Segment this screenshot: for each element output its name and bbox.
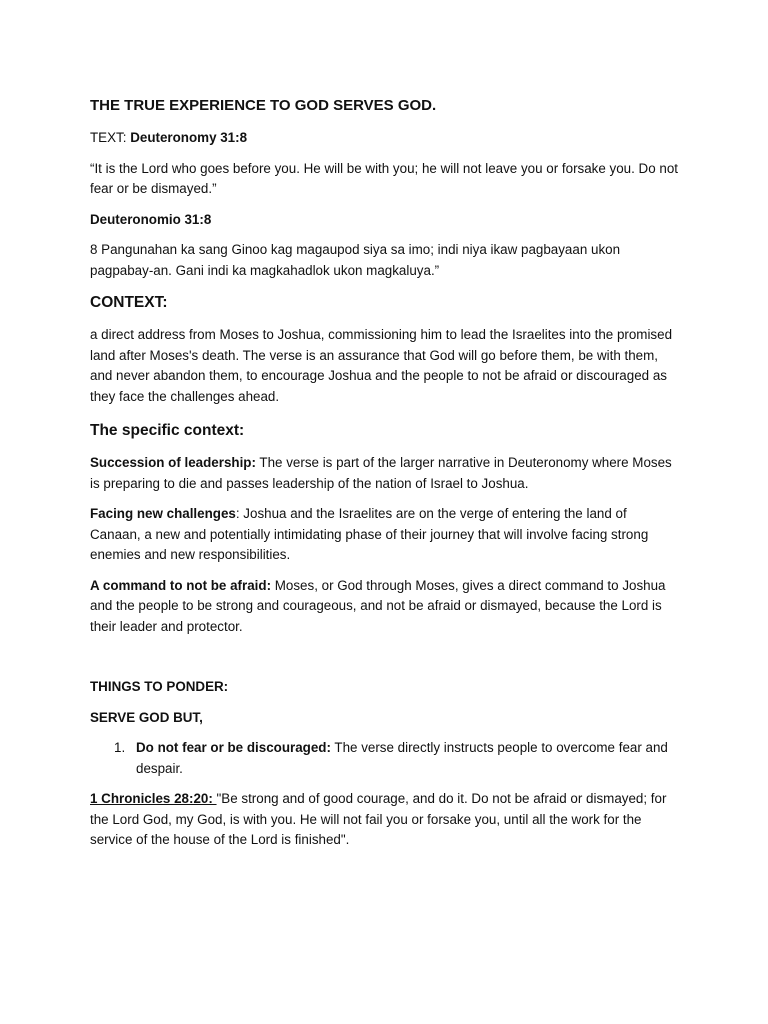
list-item-label: Do not fear or be discouraged: — [136, 740, 331, 755]
specific-item-label: A command to not be afraid: — [90, 577, 272, 593]
specific-item-label: Succession of leadership: — [90, 455, 256, 470]
list-text — [136, 738, 680, 779]
document-page — [90, 96, 680, 851]
document-title: THE TRUE EXPERIENCE TO GOD SERVES GOD. — [90, 97, 437, 114]
specific-item-command — [90, 576, 680, 638]
list-item — [90, 738, 680, 779]
specific-item-text: : Joshua and the Israelites are on the verge of entering the land of Canaan, a new and potentially intimidating phase of their journey that will involve facing strong enemies and new responsibilities. — [90, 506, 649, 562]
text-reference-line — [90, 128, 680, 149]
context-heading: CONTEXT: — [90, 294, 168, 311]
specific-item-text: Moses, or God through Moses, gives a direct command to Joshua and the people to be strong and courageous, and not be afraid or dismayed, because the Lord is their leader and protector. — [90, 577, 666, 634]
specific-context-heading: The specific context: — [90, 422, 245, 439]
specific-item-succession — [90, 453, 680, 494]
ponder-list — [90, 738, 680, 779]
text-reference: Deuteronomy 31:8 — [130, 130, 248, 145]
chronicles-text: "Be strong and of good courage, and do it. Do not be afraid or dismayed; for the Lord God, my God, is with you. He will not fail you or forsake you, until all the work for the service of the house of the Lord is finished". — [90, 791, 667, 847]
list-number: 1. — [114, 740, 126, 755]
chronicles-reference: 1 Chronicles 28:20: — [90, 791, 217, 806]
hiligaynon-reference: Deuteronomio 31:8 — [90, 211, 212, 227]
chronicles-paragraph — [90, 789, 680, 851]
specific-item-challenges — [90, 504, 680, 566]
specific-item-label: Facing new challenges — [90, 506, 236, 521]
specific-item-text: The verse is part of the larger narrative in Deuteronomy where Moses is preparing to die and passes leadership of the nation of Israel to Joshua. — [90, 455, 672, 491]
verse-english: “It is the Lord who goes before you. He will be with you; he will not leave you or forsake you. Do not fear or be dismayed.” — [90, 160, 679, 196]
list-item-text: The verse directly instructs people to overcome fear and despair. — [136, 740, 668, 776]
text-label: TEXT: — [90, 130, 127, 145]
ponder-heading: THINGS TO PONDER: — [90, 679, 229, 694]
serve-heading: SERVE GOD BUT, — [90, 709, 203, 725]
verse-hiligaynon: 8 Pangunahan ka sang Ginoo kag magaupod siya sa imo; indi niya ikaw pagbayaan ukon pagpabay-an. Gani indi ka magkahadlok ukon magkaluya.” — [90, 242, 621, 278]
context-body: a direct address from Moses to Joshua, commissioning him to lead the Israelites into the promised land after Moses's death. The verse is an assurance that God will go before them, be with them, and never abandon them, to encourage Joshua and the people to not be afraid or discouraged as they face the challenges ahead. — [90, 327, 673, 404]
